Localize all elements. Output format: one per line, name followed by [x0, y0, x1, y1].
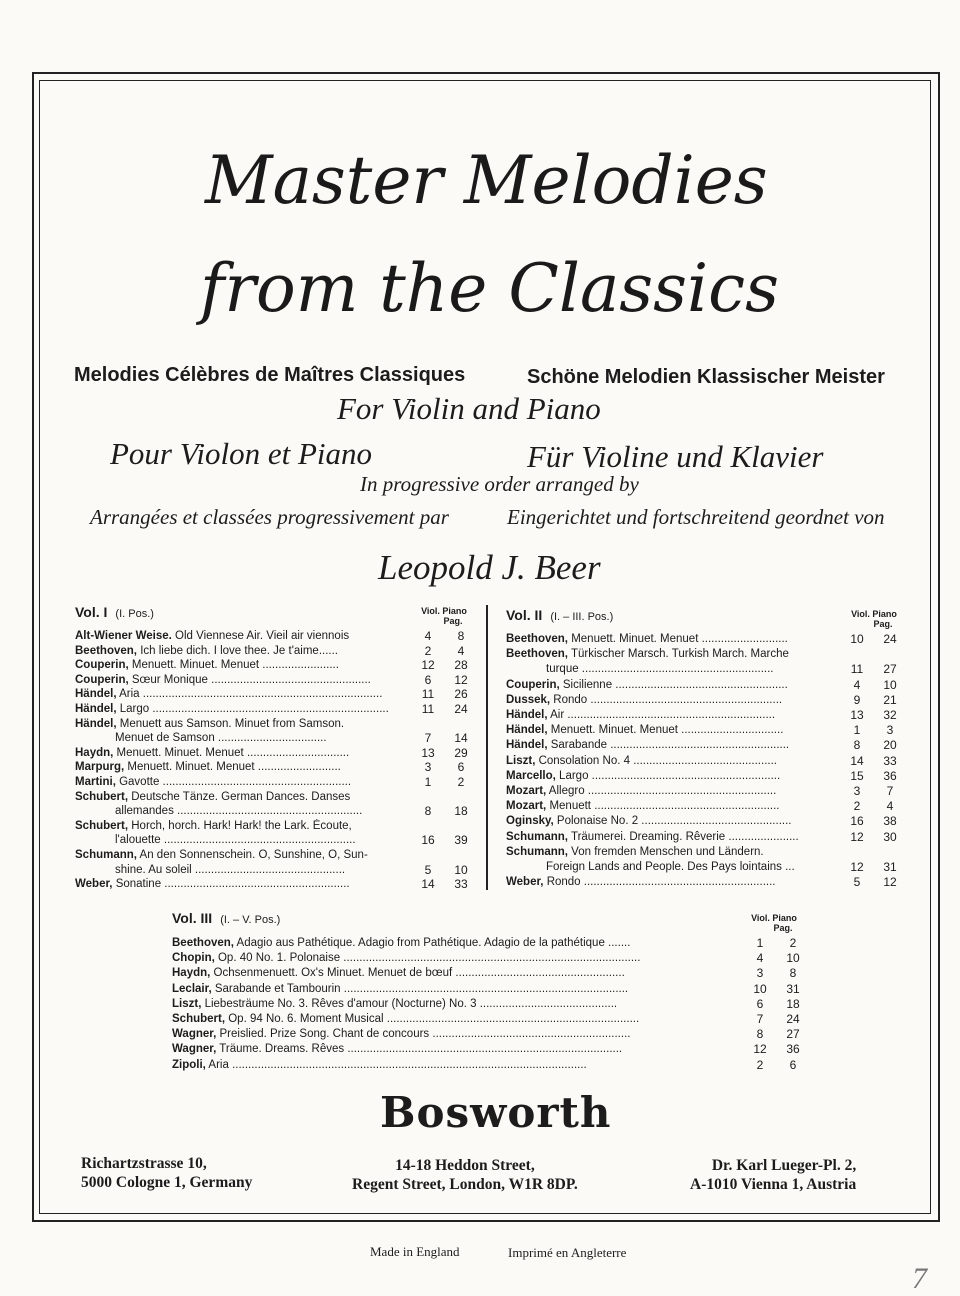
piece-title: Rondo ............................................................: [543, 876, 776, 889]
violin-page-number: 4: [756, 951, 764, 966]
vol1-title: Vol. I (I. Pos.): [75, 604, 154, 620]
piece-title: turque ............................................................: [546, 663, 774, 676]
piece-title: An den Sonnenschein. O, Sunshine, O, Sun-: [136, 849, 368, 861]
piano-page-number: 20: [883, 738, 897, 753]
piano-page-number: 27: [786, 1027, 800, 1042]
violin-page-number: 14: [421, 877, 435, 892]
piece-title: Allegro ...........................................................: [546, 785, 777, 797]
subtitle-french: Pour Violon et Piano: [110, 436, 373, 471]
piece-title: Foreign Lands and People. Des Pays lointains ...: [546, 861, 795, 873]
composer-name: Schubert,: [75, 819, 129, 832]
violin-page-number: 1: [853, 723, 861, 738]
violin-page-number: 14: [850, 753, 864, 768]
composer-name: Händel,: [506, 724, 548, 737]
vol3-title: Vol. III (I. – V. Pos.): [172, 910, 281, 926]
violin-page-number: 5: [853, 875, 861, 890]
piece-title: Horch, horch. Hark! Hark! the Lark. Écoute,: [128, 819, 352, 832]
piece-title: Sarabande ........................................................: [547, 739, 790, 752]
toc-entry: [506, 647, 838, 662]
piano-page-number: 3: [886, 723, 894, 738]
piece-title: Old Viennese Air. Vieil air viennois: [171, 630, 350, 642]
arranged-german: Eingerichtet und fortschreitend geordnet von: [507, 505, 885, 529]
composer-name: Beethoven,: [172, 937, 234, 949]
piece-title: Menuett. Minuet. Menuet ................................: [547, 724, 784, 737]
violin-page-number: 3: [424, 760, 432, 775]
piece-title: Türkischer Marsch. Turkish March. Marche: [568, 648, 789, 661]
piano-page-number: 29: [454, 745, 468, 760]
toc-entry: [75, 644, 409, 659]
violin-page-number: 3: [853, 784, 861, 798]
piano-page-number: 8: [789, 966, 797, 981]
subtitle-french-bold: Melodies Célèbres de Maîtres Classiques: [74, 364, 466, 386]
toc-entry: [546, 860, 838, 875]
address-cologne: Richartzstrasse 10, 5000 Cologne 1, Germany: [81, 1155, 253, 1191]
toc-entry: [546, 662, 838, 677]
toc-entry: [506, 769, 838, 784]
piece-title: Ochsenmenuett. Ox's Minuet. Menuet de bœuf .....................................................: [210, 967, 625, 980]
composer-name: Händel,: [75, 717, 117, 730]
violin-page-number: 8: [424, 804, 432, 819]
piano-page-number: 4: [886, 799, 894, 814]
piece-title: shine. Au soleil ...............................................: [115, 863, 346, 876]
piano-page-number: 6: [457, 760, 465, 775]
subtitle-german-bold: Schöne Melodien Klassischer Meister: [527, 366, 885, 388]
piece-title: Ich liebe dich. I love thee. Je t'aime......: [137, 644, 338, 657]
vol3-column-header: Viol. Piano Pag.: [751, 913, 797, 933]
violin-page-number: 10: [850, 632, 864, 646]
subtitle-german: Für Violine und Klavier: [527, 439, 824, 474]
piece-title: Gavotte ...........................................................: [115, 776, 352, 788]
violin-page-number: 5: [424, 862, 432, 877]
violin-page-number: 13: [850, 708, 864, 722]
violin-page-number: 1: [424, 775, 432, 789]
violin-page-number: 16: [421, 833, 435, 848]
toc-entry: [506, 875, 838, 890]
piano-page-number: 24: [883, 632, 897, 646]
violin-page-number: 8: [853, 738, 861, 753]
toc-entry: [172, 1012, 740, 1027]
arranged-english: In progressive order arranged by: [360, 472, 639, 496]
piano-page-number: 32: [883, 708, 897, 722]
violin-page-number: 12: [753, 1042, 767, 1057]
composer-name: Beethoven,: [506, 648, 568, 661]
toc-entry: [172, 997, 740, 1012]
piece-title: Menuet de Samson ..................................: [115, 732, 327, 745]
made-in-england: Made in England: [370, 1244, 460, 1259]
composer-name: Couperin,: [75, 659, 129, 672]
piece-title: Largo ...........................................................: [555, 769, 781, 782]
piece-title: Rondo ............................................................: [550, 693, 783, 706]
piece-title: Consolation No. 4 .............................................: [535, 754, 777, 767]
composer-name: Martini,: [75, 776, 116, 788]
composer-name: Beethoven,: [75, 644, 137, 657]
violin-page-number: 10: [753, 981, 767, 996]
toc-entry: [75, 760, 409, 775]
violin-page-number: 8: [756, 1027, 764, 1042]
piece-title: Menuett aus Samson. Minuet from Samson.: [116, 717, 345, 730]
composer-name: Schumann,: [75, 849, 137, 861]
piece-title: Largo ..........................................................................: [116, 703, 389, 715]
toc-entry: [172, 1027, 740, 1042]
piece-title: Menuett. Minuet. Menuet ........................: [128, 659, 339, 672]
toc-entry: [172, 1042, 740, 1057]
piece-title: Sarabande et Tambourin .........................................................................................: [211, 982, 629, 995]
toc-entry: [506, 845, 838, 860]
piece-title: Sonatine ..........................................................: [112, 878, 350, 891]
piece-title: Menuett ..........................................................: [546, 800, 780, 813]
piece-title: Air .................................................................: [547, 709, 776, 721]
piano-page-number: 21: [883, 692, 897, 707]
piece-title: Träume. Dreams. Rêves ......................................................................................: [216, 1043, 623, 1056]
composer-name: Händel,: [506, 709, 548, 721]
toc-entry: [115, 833, 409, 848]
vol2-column-header: Viol. Piano Pag.: [851, 609, 897, 629]
piece-title: Menuett. Minuet. Menuet ...........................: [568, 633, 788, 645]
piano-page-number: 28: [454, 658, 468, 673]
piano-page-number: 2: [457, 775, 465, 789]
address-vienna: Dr. Karl Lueger-Pl. 2, A-1010 Vienna 1, Austria: [690, 1157, 857, 1193]
composer-name: Mozart,: [506, 800, 547, 813]
violin-page-number: 16: [850, 814, 864, 829]
toc-entry: [506, 632, 838, 647]
publisher-name: Bosworth: [380, 1088, 612, 1137]
piano-page-number: 4: [457, 643, 465, 658]
violin-page-number: 12: [850, 829, 864, 844]
piano-page-number: 14: [454, 731, 468, 746]
piano-page-number: 12: [454, 672, 468, 687]
toc-entry: [75, 848, 409, 863]
piano-page-number: 12: [883, 875, 897, 890]
composer-name: Haydn,: [172, 967, 211, 980]
toc-entry: [506, 830, 838, 845]
toc-entry: [506, 754, 838, 769]
toc-entry: [75, 775, 409, 790]
toc-entry: [115, 804, 409, 819]
toc-entry: [506, 708, 838, 723]
piece-title: Aria ...........................................................................: [116, 688, 383, 701]
vol1-positions: (I. Pos.): [115, 608, 154, 620]
toc-entry: [115, 731, 409, 746]
piano-page-number: 33: [883, 753, 897, 768]
title-line-2: from the Classics: [200, 250, 779, 327]
violin-page-number: 4: [853, 677, 861, 692]
toc-entry: [75, 790, 409, 805]
vol2-positions: (I. – III. Pos.): [550, 611, 614, 623]
toc-entry: [172, 1058, 740, 1073]
subtitle-english: For Violin and Piano: [337, 391, 601, 426]
composer-name: Liszt,: [506, 754, 536, 767]
toc-entry: [506, 738, 838, 753]
composer-name: Chopin,: [172, 952, 215, 965]
composer-name: Wagner,: [172, 1043, 217, 1056]
violin-page-number: 2: [424, 643, 432, 658]
piano-page-number: 30: [883, 829, 897, 844]
toc-entry: [75, 702, 409, 717]
piece-title: Aria ...............................................................................................................: [205, 1058, 587, 1071]
toc-entry: [172, 936, 740, 951]
toc-entry: [506, 678, 838, 693]
composer-name: Beethoven,: [506, 633, 568, 645]
piece-title: Polonaise No. 2 ...............................................: [553, 815, 792, 828]
vol1-column-header: Viol. Piano Pag.: [421, 606, 467, 626]
piece-title: Liebesträume No. 3. Rêves d'amour (Nocturne) No. 3 ...........................................: [201, 997, 618, 1010]
piece-title: allemandes ..........................................................: [115, 805, 363, 818]
piece-title: Sicilienne ......................................................: [559, 678, 788, 691]
piano-page-number: 18: [786, 996, 800, 1011]
arranged-french: Arrangées et classées progressivement par: [90, 505, 449, 529]
toc-entry: [75, 687, 409, 702]
violin-page-number: 7: [424, 731, 432, 746]
composer-name: Haydn,: [75, 746, 114, 759]
composer-name: Wagner,: [172, 1028, 217, 1041]
composer-name: Mozart,: [506, 785, 547, 797]
violin-page-number: 2: [756, 1057, 764, 1072]
toc-entry: [75, 629, 409, 644]
piece-title: l'alouette ............................................................: [115, 834, 356, 847]
violin-page-number: 15: [850, 768, 864, 783]
piece-title: Von fremden Menschen und Ländern.: [567, 845, 764, 858]
imprime-en-angleterre: Imprimé en Angleterre: [508, 1245, 627, 1260]
piano-page-number: 2: [789, 936, 797, 950]
piano-page-number: 18: [454, 804, 468, 819]
piece-title: Deutsche Tänze. German Dances. Danses: [128, 790, 351, 803]
composer-name: Liszt,: [172, 997, 202, 1010]
piano-page-number: 38: [883, 814, 897, 829]
piece-title: Op. 40 No. 1. Polonaise .............................................................................................: [214, 952, 641, 965]
piece-title: Op. 94 No. 6. Moment Musical ...............................................................................: [225, 1013, 640, 1025]
piece-title: Träumerei. Dreaming. Rêverie ......................: [567, 830, 799, 843]
vol3-positions: (I. – V. Pos.): [220, 914, 281, 926]
violin-page-number: 9: [853, 692, 861, 707]
toc-entry: [75, 819, 409, 834]
piano-page-number: 31: [786, 981, 800, 996]
piano-page-number: 10: [454, 862, 468, 877]
composer-name: Händel,: [506, 739, 548, 752]
piano-page-number: 31: [883, 860, 897, 874]
violin-page-number: 2: [853, 799, 861, 814]
piano-page-number: 8: [457, 629, 465, 643]
violin-page-number: 3: [756, 966, 764, 981]
piece-title: Preislied. Prize Song. Chant de concours ..............................................................: [216, 1028, 631, 1041]
piece-title: Adagio aus Pathétique. Adagio from Pathétique. Adagio de la pathétique .......: [234, 937, 631, 949]
composer-name: Schumann,: [506, 830, 568, 843]
violin-page-number: 12: [850, 860, 864, 874]
composer-name: Weber,: [506, 876, 544, 889]
toc-entry: [506, 814, 838, 829]
piano-page-number: 7: [886, 784, 894, 798]
piece-title: Sœur Monique ..................................................: [128, 673, 371, 686]
composer-name: Händel,: [75, 703, 117, 715]
composer-name: Schubert,: [75, 790, 129, 803]
composer-name: Marpurg,: [75, 761, 125, 774]
toc-entry: [506, 723, 838, 738]
toc-entry: [75, 658, 409, 673]
toc-entry: [506, 693, 838, 708]
piano-page-number: 26: [454, 687, 468, 702]
composer-name: Weber,: [75, 878, 113, 891]
piece-title: Menuett. Minuet. Menuet ..........................: [124, 761, 341, 774]
toc-entry: [172, 951, 740, 966]
piano-page-number: 24: [454, 702, 468, 716]
piece-title: Menuett. Minuet. Menuet ................................: [113, 746, 350, 759]
violin-page-number: 12: [421, 658, 435, 673]
composer-name: Marcello,: [506, 769, 556, 782]
composer-name: Alt-Wiener Weise.: [75, 630, 172, 642]
composer-name: Couperin,: [506, 678, 560, 691]
column-divider: [486, 605, 488, 890]
piano-page-number: 6: [789, 1057, 797, 1072]
composer-name: Leclair,: [172, 982, 212, 995]
composer-name: Schumann,: [506, 845, 568, 858]
composer-name: Händel,: [75, 688, 117, 701]
violin-page-number: 13: [421, 745, 435, 760]
page-mark: 7: [912, 1262, 927, 1295]
arranger-name: Leopold J. Beer: [378, 548, 601, 587]
composer-name: Schubert,: [172, 1013, 226, 1025]
composer-name: Couperin,: [75, 673, 129, 686]
composer-name: Zipoli,: [172, 1058, 206, 1071]
violin-page-number: 11: [421, 687, 435, 702]
toc-entry: [75, 717, 409, 732]
violin-page-number: 11: [850, 662, 864, 677]
toc-entry: [75, 746, 409, 761]
piano-page-number: 33: [454, 877, 468, 892]
toc-entry: [75, 673, 409, 688]
piano-page-number: 39: [454, 833, 468, 848]
violin-page-number: 11: [421, 702, 435, 716]
composer-name: Dussek,: [506, 693, 551, 706]
piano-page-number: 24: [786, 1012, 800, 1026]
composer-name: Oginsky,: [506, 815, 554, 828]
piano-page-number: 10: [786, 951, 800, 966]
address-london: 14-18 Heddon Street, Regent Street, London, W1R 8DP.: [352, 1157, 578, 1193]
violin-page-number: 6: [756, 996, 764, 1011]
violin-page-number: 6: [424, 672, 432, 687]
piano-page-number: 36: [786, 1042, 800, 1057]
toc-entry: [172, 966, 740, 981]
piano-page-number: 36: [883, 768, 897, 783]
title-line-1: Master Melodies: [205, 142, 768, 219]
toc-entry: [75, 877, 409, 892]
violin-page-number: 7: [756, 1012, 764, 1026]
piano-page-number: 27: [883, 662, 897, 677]
toc-entry: [506, 784, 838, 799]
toc-entry: [115, 863, 409, 878]
violin-page-number: 1: [756, 936, 764, 950]
violin-page-number: 4: [424, 629, 432, 643]
toc-entry: [506, 799, 838, 814]
toc-entry: [172, 982, 740, 997]
vol2-title: Vol. II (I. – III. Pos.): [506, 607, 614, 623]
piano-page-number: 10: [883, 677, 897, 692]
